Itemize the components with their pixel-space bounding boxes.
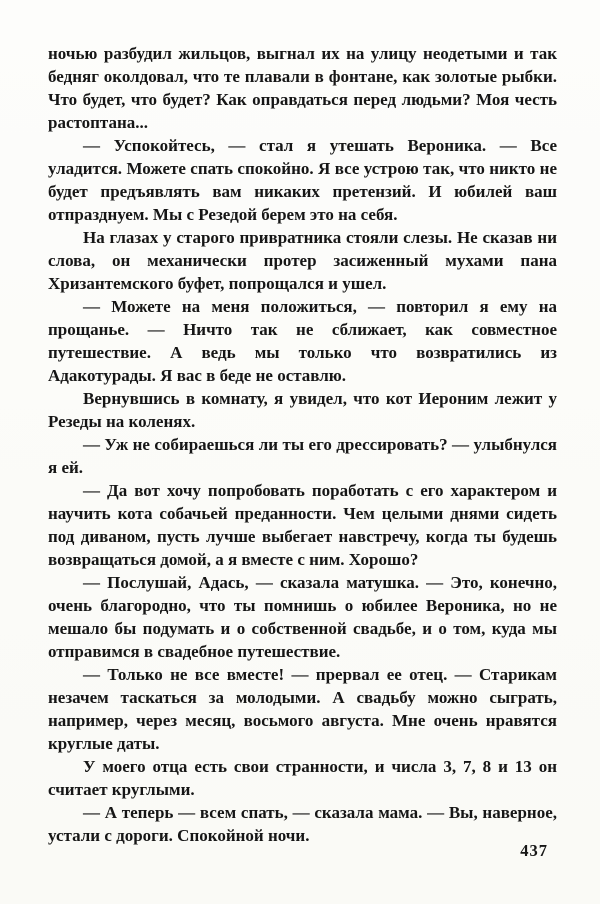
paragraph: — А теперь — всем спать, — сказала мама. — Вы, наверное, устали с дороги. Спокойной ночи. (48, 803, 557, 845)
paragraph: — Успокойтесь, — стал я утешать Вероника. — Все уладится. Можете спать спокойно. Я все устрою так, что никто не будет предъявлять вам никаких претензий. И юбилей ваш отпразднуем. Мы с Резедой берем это на себя. (48, 136, 557, 224)
paragraph: — Можете на меня положиться, — повторил я ему на прощанье. — Ничто так не сближает, как совместное путешествие. А ведь мы только что возвратились из Адакотурады. Я вас в беде не оставлю. (48, 297, 557, 385)
paragraph: У моего отца есть свои странности, и числа 3, 7, 8 и 13 он считает круглыми. (48, 757, 557, 799)
paragraph: — Послушай, Адась, — сказала матушка. — Это, конечно, очень благородно, что ты помнишь о юбилее Вероника, но не мешало бы подумать и о собственной свадьбе, и о том, куда мы отправимся в свадебное путешествие. (48, 573, 557, 661)
paragraph: ночью разбудил жильцов, выгнал их на улицу неодетыми и так бедняг околдовал, что те плавали в фонтане, как золотые рыбки. Что будет, что будет? Как оправдаться перед людьми? Моя честь растоптана... (48, 44, 557, 132)
paragraph: — Только не все вместе! — прервал ее отец. — Старикам незачем таскаться за молодыми. А свадьбу можно сыграть, например, через месяц, восьмого августа. Мне очень нравятся круглые даты. (48, 665, 557, 753)
paragraph: — Уж не собираешься ли ты его дрессировать? — улыбнулся я ей. (48, 435, 557, 477)
page-number: 437 (520, 841, 548, 860)
paragraph: Вернувшись в комнату, я увидел, что кот Иероним лежит у Резеды на коленях. (48, 389, 557, 431)
paragraph: На глазах у старого привратника стояли слезы. Не сказав ни слова, он механически протер засиженный мухами пана Хризантемского буфет, попрощался и ушел. (48, 228, 557, 293)
page-text-block (48, 42, 557, 847)
paragraph: — Да вот хочу попробовать поработать с его характером и научить кота собачьей преданности. Чем целыми днями сидеть под диваном, пусть лучше выбегает навстречу, когда ты будешь возвращаться домой, а я вместе с ним. Хорошо? (48, 481, 557, 569)
